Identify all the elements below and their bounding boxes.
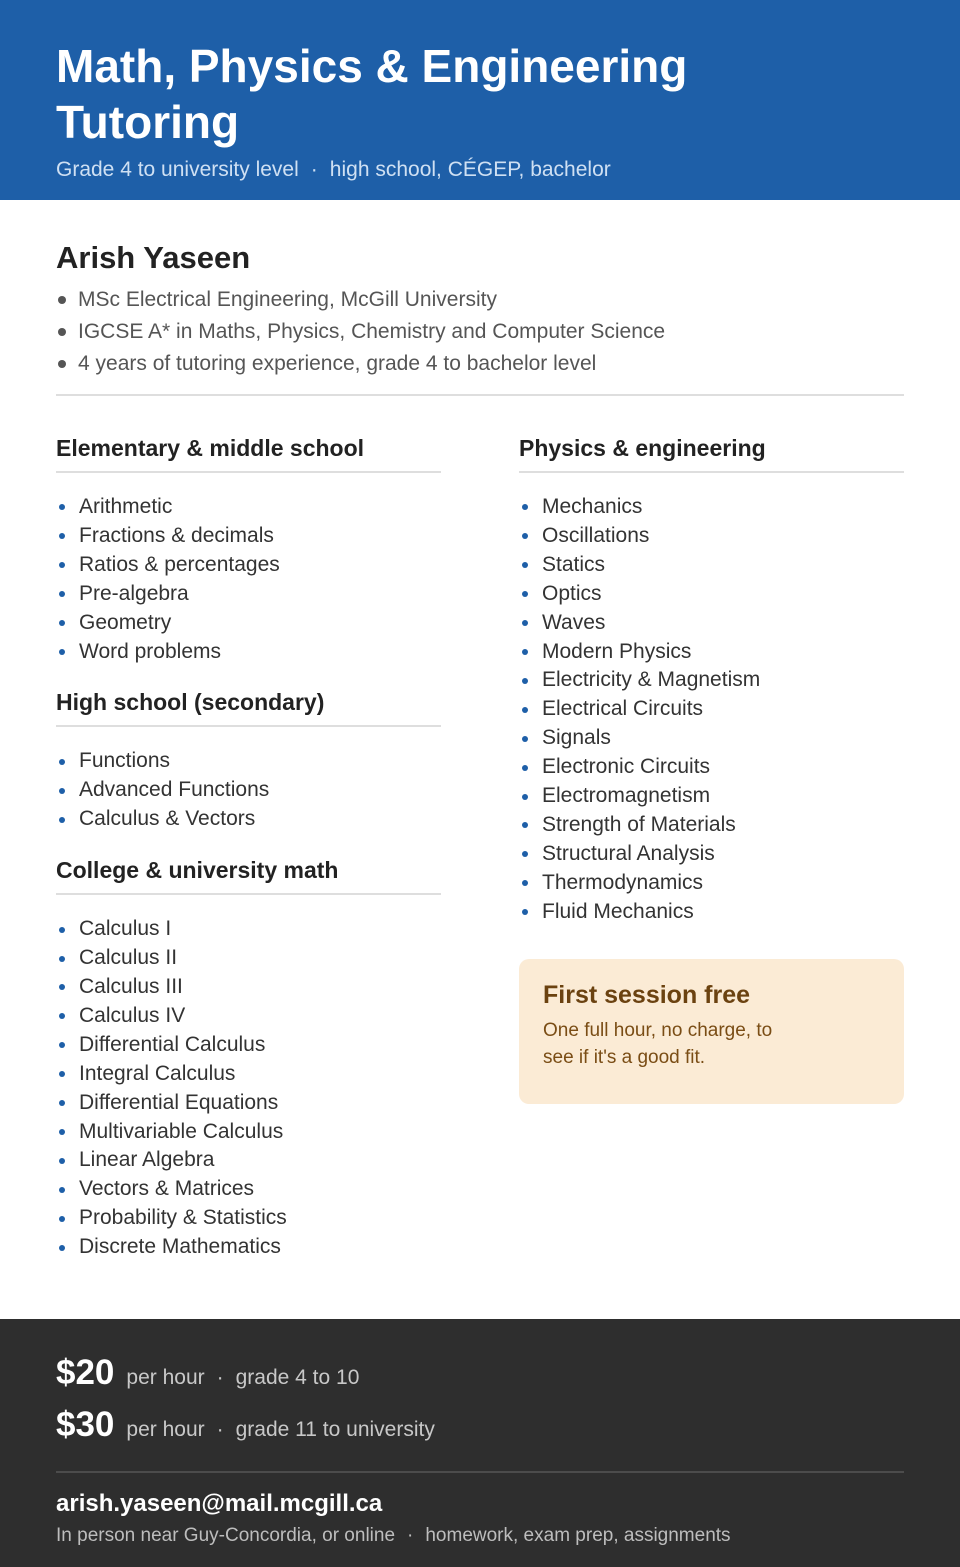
topic-item [56, 493, 441, 522]
topic-item [56, 973, 441, 1002]
credential-item [56, 316, 904, 348]
bullet-icon [58, 296, 66, 304]
bullet-icon [59, 759, 65, 765]
topic-item [519, 724, 904, 753]
topic-item [56, 1031, 441, 1060]
promo-body: One full hour, no charge, to see if it's a good fit. [543, 1019, 773, 1068]
topic-item [56, 805, 441, 834]
subtitle-programs: high school, CÉGEP, bachelor [329, 158, 611, 181]
topic-item [519, 811, 904, 840]
topic-label: Probability & Statistics [79, 1206, 287, 1230]
topic-label: Geometry [79, 610, 172, 634]
credential-text: IGCSE A* in Maths, Physics, Chemistry and Computer Science [78, 320, 666, 343]
section-college [56, 856, 441, 1262]
bullet-icon [522, 562, 528, 568]
bullet-icon [59, 504, 65, 510]
bullet-icon [59, 956, 65, 962]
subtitle-level: Grade 4 to university level [56, 158, 299, 181]
topic-list [56, 493, 441, 666]
topic-item [56, 915, 441, 944]
topic-item [56, 944, 441, 973]
topic-label: Strength of Materials [542, 812, 736, 836]
credential-text: MSc Electrical Engineering, McGill University [78, 288, 497, 311]
topic-label: Integral Calculus [79, 1061, 236, 1085]
left-column [56, 434, 441, 1262]
contact-email[interactable]: arish.yaseen@mail.mcgill.ca [56, 1490, 383, 1517]
contact-services: homework, exam prep, assignments [425, 1525, 731, 1546]
topic-label: Advanced Functions [79, 778, 270, 802]
topic-label: Structural Analysis [542, 841, 715, 865]
topic-item [519, 493, 904, 522]
topic-item [519, 753, 904, 782]
bullet-icon [59, 591, 65, 597]
topic-item [519, 840, 904, 869]
topic-item [56, 1060, 441, 1089]
topic-item [56, 1002, 441, 1031]
topic-label: Arithmetic [79, 495, 173, 518]
section-title: High school (secondary) [56, 688, 441, 727]
bullet-icon [522, 533, 528, 539]
topic-label: Fractions & decimals [79, 523, 274, 547]
topic-label: Electrical Circuits [542, 697, 704, 721]
section-title: Elementary & middle school [56, 434, 441, 473]
topic-item [56, 580, 441, 609]
price-value: $30 [56, 1405, 115, 1444]
topic-label: Waves [542, 610, 606, 634]
topic-label: Oscillations [542, 523, 650, 547]
section-divider [56, 394, 904, 396]
bullet-icon [59, 1158, 65, 1164]
bullet-icon [59, 1129, 65, 1135]
section-title: College & university math [56, 856, 441, 895]
topic-label: Electronic Circuits [542, 755, 711, 779]
topic-label: Pre-algebra [79, 581, 189, 605]
topic-label: Thermodynamics [542, 870, 704, 894]
subtitle-separator: · [310, 158, 318, 181]
topic-list [56, 915, 441, 1262]
bullet-icon [59, 533, 65, 539]
bullet-icon [59, 1100, 65, 1106]
bullet-icon [522, 880, 528, 886]
price-unit: per hour [126, 1366, 205, 1389]
topic-item [519, 522, 904, 551]
contact-details [56, 1525, 904, 1547]
topic-item [56, 1175, 441, 1204]
page-title: Math, Physics & Engineering Tutoring [56, 40, 688, 148]
header-banner [0, 0, 960, 200]
price-unit: per hour [126, 1418, 205, 1441]
promo-title: First session free [543, 980, 751, 1009]
credential-item [56, 348, 904, 380]
topic-label: Calculus & Vectors [79, 807, 256, 831]
topic-item [56, 1146, 441, 1175]
topic-item [56, 776, 441, 805]
topic-label: Optics [542, 581, 602, 605]
topic-label: Functions [79, 749, 171, 773]
footer-divider [56, 1471, 904, 1473]
bullet-icon [522, 765, 528, 771]
section-physics [519, 434, 904, 927]
topic-item [56, 747, 441, 776]
bullet-icon [522, 649, 528, 655]
bullet-icon [59, 649, 65, 655]
topic-label: Calculus IV [79, 1003, 186, 1027]
tutor-name: Arish Yaseen [56, 240, 251, 275]
bullet-icon [59, 1245, 65, 1251]
topic-label: Signals [542, 726, 611, 750]
topic-item [519, 869, 904, 898]
price-value: $20 [56, 1353, 115, 1392]
topic-label: Word problems [79, 639, 221, 663]
topic-label: Statics [542, 552, 606, 576]
price-separator: · [216, 1418, 224, 1441]
topic-label: Calculus I [79, 917, 172, 941]
footer [0, 1319, 960, 1567]
topic-item [519, 551, 904, 580]
topic-label: Electromagnetism [542, 784, 711, 808]
bullet-icon [59, 1013, 65, 1019]
contact-separator: · [407, 1525, 414, 1546]
topic-item [56, 1089, 441, 1118]
bullet-icon [522, 591, 528, 597]
bullet-icon [59, 1187, 65, 1193]
credential-item [56, 284, 904, 316]
topic-list [56, 747, 441, 834]
bullet-icon [59, 817, 65, 823]
topic-item [56, 551, 441, 580]
bullet-icon [59, 1042, 65, 1048]
bullet-icon [522, 736, 528, 742]
topic-item [519, 782, 904, 811]
topic-label: Modern Physics [542, 639, 692, 663]
bullet-icon [59, 562, 65, 568]
price-row [56, 1353, 904, 1405]
price-row [56, 1405, 904, 1457]
topic-item [519, 666, 904, 695]
topic-label: Differential Calculus [79, 1032, 266, 1056]
topic-label: Ratios & percentages [79, 552, 280, 576]
bullet-icon [59, 927, 65, 933]
topic-label: Differential Equations [79, 1090, 279, 1114]
topic-label: Calculus III [79, 974, 183, 998]
main-content [0, 200, 960, 1262]
bullet-icon [59, 984, 65, 990]
bullet-icon [58, 328, 66, 336]
topic-item [519, 580, 904, 609]
topic-label: Discrete Mathematics [79, 1235, 281, 1259]
topic-label: Linear Algebra [79, 1148, 215, 1172]
bullet-icon [59, 620, 65, 626]
bullet-icon [59, 1071, 65, 1077]
right-column [519, 434, 904, 1262]
topic-label: Vectors & Matrices [79, 1177, 255, 1201]
topic-label: Electricity & Magnetism [542, 668, 761, 692]
topic-label: Mechanics [542, 495, 643, 518]
bullet-icon [522, 707, 528, 713]
price-grade: grade 4 to 10 [235, 1366, 360, 1389]
bullet-icon [59, 788, 65, 794]
topic-label: Multivariable Calculus [79, 1119, 284, 1143]
credential-text: 4 years of tutoring experience, grade 4 to bachelor level [78, 352, 597, 375]
bullet-icon [522, 851, 528, 857]
topic-item [519, 695, 904, 724]
bullet-icon [522, 678, 528, 684]
section-title: Physics & engineering [519, 434, 904, 473]
credentials-list [56, 284, 904, 380]
topic-list [519, 493, 904, 927]
topic-item [56, 1118, 441, 1147]
subjects-columns [56, 434, 904, 1262]
bullet-icon [522, 794, 528, 800]
bullet-icon [522, 504, 528, 510]
bullet-icon [59, 1216, 65, 1222]
section-high-school [56, 688, 441, 834]
free-session-callout [519, 959, 904, 1104]
bullet-icon [58, 360, 66, 368]
header-subtitle [56, 158, 904, 182]
topic-item [56, 1204, 441, 1233]
bullet-icon [522, 822, 528, 828]
topic-item [519, 898, 904, 927]
price-separator: · [216, 1366, 224, 1389]
topic-item [519, 609, 904, 638]
bullet-icon [522, 620, 528, 626]
topic-item [519, 638, 904, 667]
section-elementary [56, 434, 441, 666]
topic-item [56, 1233, 441, 1262]
topic-item [56, 609, 441, 638]
topic-item [56, 522, 441, 551]
bullet-icon [522, 909, 528, 915]
topic-label: Fluid Mechanics [542, 899, 694, 923]
price-grade: grade 11 to university [235, 1418, 435, 1441]
contact-location: In person near Guy-Concordia, or online [56, 1525, 396, 1546]
topic-item [56, 638, 441, 667]
topic-label: Calculus II [79, 946, 178, 970]
